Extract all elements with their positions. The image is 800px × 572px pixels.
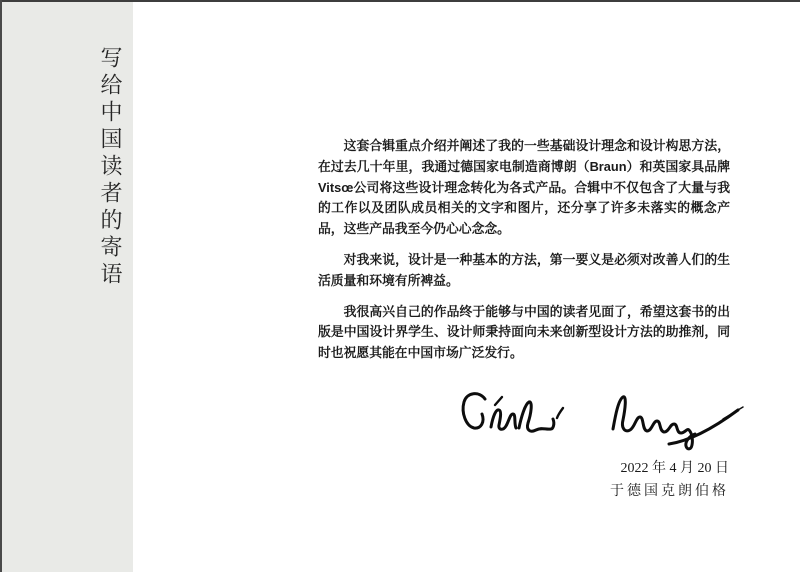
place-line: 于德国克朗伯格 — [610, 484, 729, 499]
foreword-body — [318, 136, 730, 374]
page-title-vertical: 写给中国读者的寄语 — [98, 46, 123, 289]
paragraph-2: 对我来说，设计是一种基本的方法，第一要义是必须对改善人们的生活质量和环境有所裨益。 — [318, 251, 730, 288]
dieter-rams-signature-icon — [455, 386, 750, 458]
date-line: 2022 年 4 月 20 日 — [620, 461, 729, 476]
paragraph-3: 我很高兴自己的作品终于能够与中国的读者见面了，希望这套书的出版是中国设计界学生、设计师秉持面向未来创新型设计方法的助推剂，同时也祝愿其能在中国市场广泛发行。 — [318, 303, 730, 361]
date-block — [610, 457, 729, 503]
paragraph-1: 这套合辑重点介绍并阐述了我的一些基础设计理念和设计构思方法，在过去几十年里，我通过德国家电制造商博朗（Braun）和英国家具品牌Vitsœ公司将这些设计理念转化为各式产品。合辑中不仅包含了大量与我的工作以及团队成员相关的文字和图片，还分享了许多未落实的概念产品，这些产品我至今仍心心念念。 — [318, 138, 730, 237]
